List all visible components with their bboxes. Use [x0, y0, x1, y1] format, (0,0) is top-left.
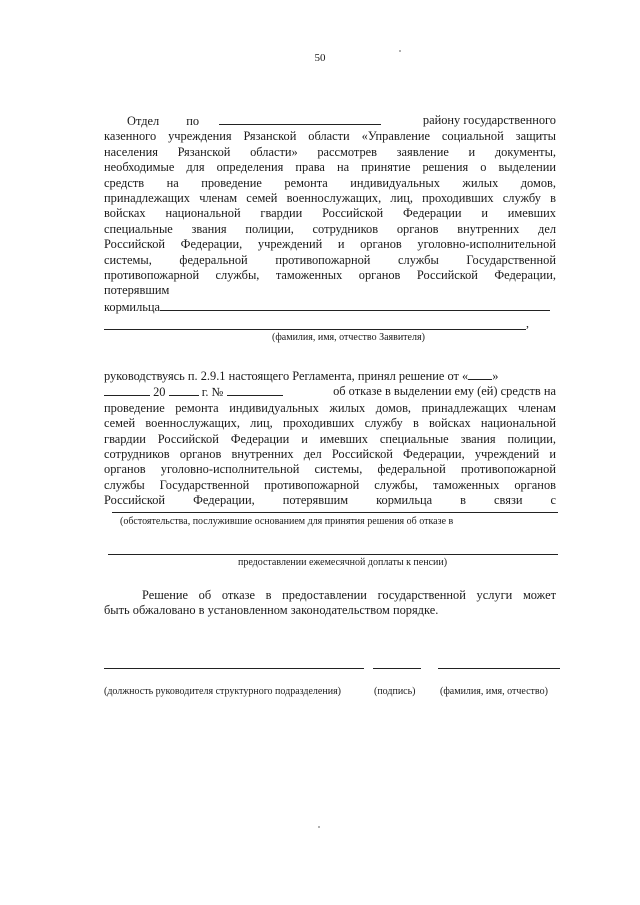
intro-line-8: специальные звания полиции, сотрудников органов внутренних дел [104, 221, 556, 236]
district-suffix: району государственного [422, 113, 556, 127]
applicant-caption: (фамилия, имя, отчество Заявителя) [272, 332, 425, 343]
decision-line-9: Российской Федерации, потерявшим кормильца в связи с [104, 493, 556, 508]
page-number: 50 [314, 52, 326, 64]
decision-number-field[interactable] [227, 384, 283, 396]
position-caption: (должность руководителя структурного подразделения) [104, 686, 341, 697]
decision-refusal-text: об отказе в выделении ему (ей) средств на [333, 384, 556, 399]
reason-field-2[interactable] [108, 554, 558, 555]
reason-caption: (обстоятельства, послужившие основанием для принятия решения об отказе в [120, 516, 454, 527]
decision-line-4: семей военнослужащих, лиц, проходивших службу в войсках национальной [104, 416, 556, 431]
decision-month-field[interactable] [104, 384, 150, 396]
reason-caption-2: предоставлении ежемесячной доплаты к пенсии) [238, 557, 448, 568]
decision-line-2 [104, 384, 556, 400]
decision-line-1 [104, 368, 556, 384]
intro-line-3: населения Рязанской области» рассмотрев заявление и документы, [104, 144, 556, 159]
intro-line-2: казенного учреждения Рязанской области «Управление социальной защиты [104, 129, 556, 144]
decision-day-field[interactable] [468, 368, 492, 380]
signature-caption: (подпись) [374, 686, 416, 697]
signatory-name-caption: (фамилия, имя, отчество) [440, 686, 548, 697]
intro-line-6: принадлежащих членам семей военнослужащих, лиц, проходивших службу в [104, 191, 556, 206]
department-po: по [186, 114, 200, 128]
decision-line-5: гвардии Российской Федерации и имевших специальные звания полиции, [104, 431, 556, 446]
scan-speck [399, 50, 401, 52]
intro-line-1 [104, 113, 556, 129]
appeal-line-2: быть обжаловано в установленном законодательством порядке. [104, 603, 439, 618]
intro-line-13 [104, 299, 556, 315]
decision-paragraph [104, 368, 556, 509]
decision-line-6: сотрудников органов внутренних дел Российской Федерации, учреждений и [104, 447, 556, 462]
appeal-paragraph [104, 588, 556, 619]
applicant-line-comma: , [526, 316, 529, 330]
position-field[interactable] [104, 668, 364, 669]
intro-line-4: необходимые для определения права на принятие решения о выделении [104, 160, 556, 175]
intro-line-7: войсках национальной гвардии Российской Федерации и имевших [104, 206, 556, 221]
decision-line-7: органов уголовно-исполнительной системы, федеральной противопожарной [104, 462, 556, 477]
decision-quote-close: » [492, 369, 499, 383]
district-field[interactable] [219, 113, 381, 125]
intro-line-12: потерявшим [104, 283, 170, 298]
decision-year-field[interactable] [169, 384, 199, 396]
applicant-name-field[interactable] [104, 329, 526, 330]
reason-field-1[interactable] [112, 512, 558, 513]
breadwinner-field[interactable] [160, 299, 550, 311]
decision-intro-paragraph [104, 113, 556, 315]
signatory-name-field[interactable] [438, 668, 560, 669]
signature-field[interactable] [373, 668, 421, 669]
scan-speck [318, 826, 320, 828]
intro-line-10: системы, федеральной противопожарной службы Государственной [104, 252, 556, 267]
intro-line-9: Российской Федерации, учреждений и органов уголовно-исполнительной [104, 237, 556, 252]
decision-text-start: руководствуясь п. 2.9.1 настоящего Регламента, принял решение от « [104, 369, 469, 383]
breadwinner-label: кормильца [104, 299, 161, 314]
decision-number-label: г. № [201, 385, 224, 400]
intro-line-5: средств на проведение ремонта индивидуальных жилых домов, [104, 175, 556, 190]
intro-line-11: противопожарной службы, таможенных органов Российской Федерации, [104, 268, 556, 283]
decision-line-3: проведение ремонта индивидуальных жилых домов, принадлежащих членам [104, 400, 556, 415]
appeal-line-1: Решение об отказе в предоставлении государственной услуги может [142, 588, 556, 602]
decision-year-prefix: 20 [153, 385, 166, 400]
decision-line-8: службы Государственной противопожарной службы, таможенных органов [104, 477, 556, 492]
department-label: Отдел [127, 114, 160, 128]
